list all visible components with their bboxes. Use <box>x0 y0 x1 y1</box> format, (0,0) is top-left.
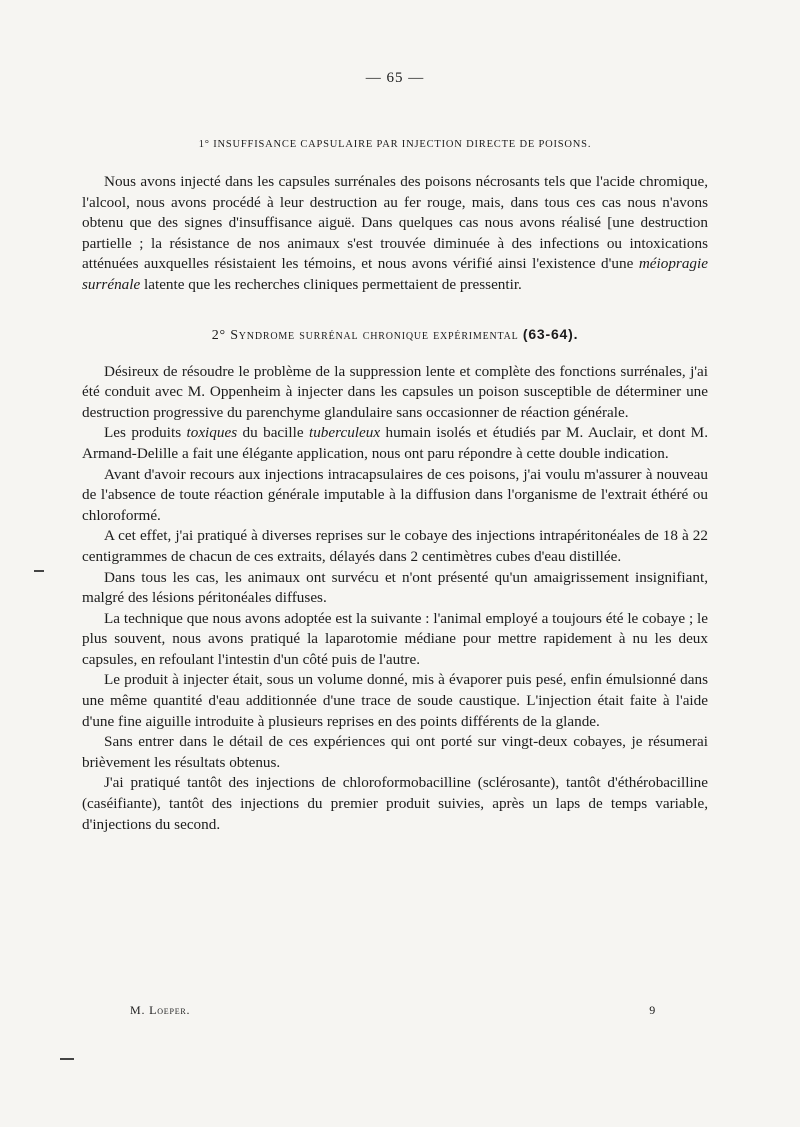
paragraph: Dans tous les cas, les animaux ont survécu et n'ont présenté qu'un amaigrissement insignifiant, malgré des lésions péritonéales diffuses. <box>82 568 708 607</box>
paragraph-text: Les produits <box>104 424 187 442</box>
paragraph-text: latente que les recherches cliniques permettaient de pressentir. <box>140 275 522 293</box>
page-number: — 65 — <box>365 70 425 86</box>
paragraph: Avant d'avoir recours aux injections intracapsulaires de ces poisons, j'ai voulu m'assurer à nouveau de l'absence de toute réaction générale imputable à la diffusion dans l'organisme de l'extrait éthéré ou chloroformé. <box>82 465 708 524</box>
page-body <box>82 70 708 835</box>
author-signature: M. Loeper. <box>130 1003 191 1017</box>
reference-number: (63-64). <box>522 325 579 342</box>
section-2-heading-text: 2° Syndrome surrénal chronique expérimental <box>211 327 523 343</box>
paragraph: A cet effet, j'ai pratiqué à diverses reprises sur le cobaye des injections intrapéritonéales de 18 à 22 centigrammes de chacun de ces extraits, délayés dans 2 centimètres cubes d'eau distillée. <box>82 527 708 565</box>
paragraph: Le produit à injecter était, sous un volume donné, mis à évaporer puis pesé, enfin émulsionné dans une même quantité d'eau additionnée d'une trace de soude caustique. L'injection était faite à l'aide d'une fine aiguille introduite à plusieurs reprises en des points différents de la glande. <box>82 671 708 730</box>
italic-term: toxiques <box>186 424 238 442</box>
paragraph-text: Nous avons injecté dans les capsules surrénales des poisons nécrosants tels que l'acide chromique, l'alcool, nous avons procédé à leur destruction au fer rouge, mais, dans tous ces cas nous n'avons obtenu que des signes d'insuffisance aiguë. Dans quelques cas nous avons réalisé [une destruction partielle ; la résistance de nos animaux s'est trouvée diminuée à des infections ou intoxications atténuées auxquelles résistaient les témoins, et nous avons vérifié ainsi l'existence d'une <box>82 173 708 273</box>
italic-term: tuberculeux <box>308 424 381 442</box>
signature-mark: 9 <box>649 1003 656 1017</box>
section-2-heading <box>82 326 708 344</box>
section-1-paragraph <box>82 172 708 296</box>
paragraph-text: du bacille <box>237 424 309 442</box>
paragraph <box>82 423 708 464</box>
margin-mark <box>34 570 44 572</box>
paragraph-text: humain isolés et étudiés par M. Auclair, et dont M. Armand-Delille a fait une élégante application, nous ont paru répondre à cette double indication. <box>82 424 708 462</box>
section-1-heading: 1° INSUFFISANCE CAPSULAIRE PAR INJECTION DIRECTE DE POISONS. <box>198 139 592 150</box>
italic-term: méiopragie surrénale <box>82 255 708 293</box>
paragraph: Désireux de résoudre le problème de la suppression lente et complète des fonctions surrénales, j'ai été conduit avec M. Oppenheim à injecter dans les capsules un poison susceptible de déterminer une destruction progressive du parenchyme glandulaire sans occasionner de réaction générale. <box>82 362 708 421</box>
margin-mark <box>60 1058 74 1060</box>
paragraph: J'ai pratiqué tantôt des injections de chloroformobacilline (sclérosante), tantôt d'éthérobacilline (caséifiante), tantôt des injections du premier produit suivies, après un laps de temps variable, d'injections du second. <box>82 774 708 833</box>
paragraph: La technique que nous avons adoptée est la suivante : l'animal employé a toujours été le cobaye ; le plus souvent, nous avons pratiqué la laparotomie médiane pour mettre rapidement à nu les deux capsules, en refoulant l'intestin d'un côté puis de l'autre. <box>82 609 708 668</box>
paragraph: Sans entrer dans le détail de ces expériences qui ont porté sur vingt-deux cobayes, je résumerai brièvement les résultats obtenus. <box>82 733 708 771</box>
